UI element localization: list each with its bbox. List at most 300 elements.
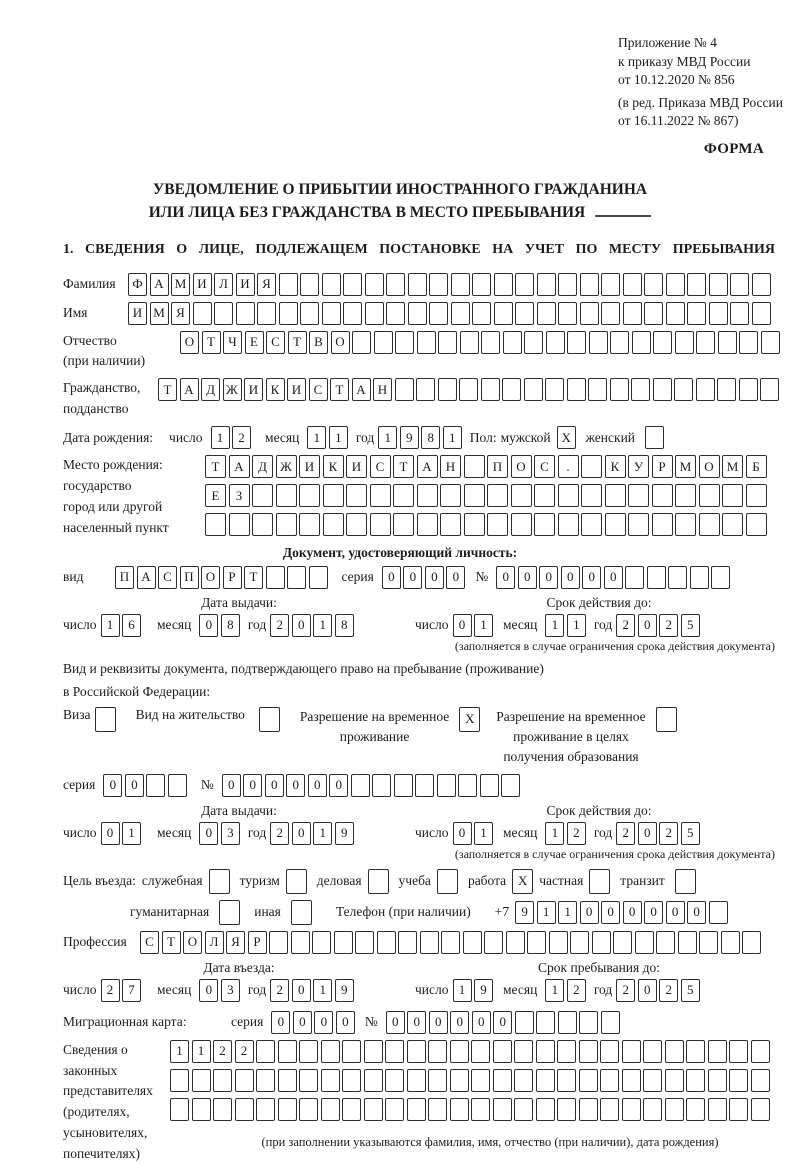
char-cell[interactable]: 2 xyxy=(232,426,251,449)
char-cell[interactable] xyxy=(746,484,767,507)
char-cell[interactable] xyxy=(708,1069,727,1092)
char-cell[interactable] xyxy=(415,774,434,797)
char-cell[interactable] xyxy=(487,513,508,536)
char-cell[interactable]: 0 xyxy=(518,566,537,589)
char-cell[interactable]: К xyxy=(323,455,344,478)
char-cell[interactable]: П xyxy=(180,566,199,589)
char-cell[interactable] xyxy=(708,1040,727,1063)
char-cell[interactable] xyxy=(514,1098,533,1121)
char-cell[interactable] xyxy=(398,931,417,954)
char-cell[interactable]: 0 xyxy=(243,774,262,797)
char-cell[interactable] xyxy=(567,331,586,354)
char-cell[interactable]: А xyxy=(352,378,371,401)
char-cell[interactable] xyxy=(709,273,728,296)
char-cell[interactable]: С xyxy=(158,566,177,589)
char-cell[interactable]: М xyxy=(675,455,696,478)
char-cell[interactable] xyxy=(299,1069,318,1092)
char-cell[interactable]: Ф xyxy=(128,273,147,296)
char-cell[interactable]: 2 xyxy=(659,979,678,1002)
char-cell[interactable]: 2 xyxy=(213,1040,232,1063)
char-cell[interactable] xyxy=(472,302,491,325)
char-cell[interactable] xyxy=(481,378,500,401)
char-cell[interactable] xyxy=(417,331,436,354)
char-cell[interactable] xyxy=(579,1069,598,1092)
char-cell[interactable] xyxy=(622,1040,641,1063)
char-cell[interactable] xyxy=(279,273,298,296)
char-cell[interactable] xyxy=(377,931,396,954)
char-cell[interactable] xyxy=(471,1069,490,1092)
char-cell[interactable]: Ж xyxy=(276,455,297,478)
char-cell[interactable] xyxy=(393,484,414,507)
char-cell[interactable] xyxy=(514,1069,533,1092)
char-cell[interactable]: 6 xyxy=(122,614,141,637)
char-cell[interactable] xyxy=(537,302,556,325)
char-cell[interactable]: 3 xyxy=(221,822,240,845)
char-cell[interactable]: З xyxy=(229,484,250,507)
char-cell[interactable] xyxy=(668,566,687,589)
char-cell[interactable] xyxy=(600,1069,619,1092)
char-cell[interactable] xyxy=(214,302,233,325)
char-cell[interactable]: И xyxy=(193,273,212,296)
char-cell[interactable]: 0 xyxy=(271,1011,290,1034)
char-cell[interactable]: 0 xyxy=(386,1011,405,1034)
char-cell[interactable]: 0 xyxy=(450,1011,469,1034)
char-cell[interactable] xyxy=(259,707,280,732)
char-cell[interactable] xyxy=(494,302,513,325)
char-cell[interactable]: 5 xyxy=(681,614,700,637)
char-cell[interactable]: 0 xyxy=(314,1011,333,1034)
char-cell[interactable]: Л xyxy=(214,273,233,296)
char-cell[interactable]: Т xyxy=(205,455,226,478)
char-cell[interactable] xyxy=(170,1069,189,1092)
char-cell[interactable] xyxy=(299,1098,318,1121)
char-cell[interactable] xyxy=(213,1069,232,1092)
char-cell[interactable]: 0 xyxy=(493,1011,512,1034)
char-cell[interactable]: П xyxy=(487,455,508,478)
char-cell[interactable]: 2 xyxy=(270,822,289,845)
char-cell[interactable] xyxy=(581,455,602,478)
char-cell[interactable]: Р xyxy=(248,931,267,954)
char-cell[interactable]: 1 xyxy=(567,614,586,637)
char-cell[interactable] xyxy=(312,931,331,954)
char-cell[interactable]: 2 xyxy=(616,979,635,1002)
char-cell[interactable]: 0 xyxy=(453,822,472,845)
char-cell[interactable]: 2 xyxy=(616,614,635,637)
char-cell[interactable] xyxy=(408,273,427,296)
char-cell[interactable] xyxy=(570,931,589,954)
char-cell[interactable] xyxy=(536,1098,555,1121)
char-cell[interactable] xyxy=(386,302,405,325)
char-cell[interactable]: 0 xyxy=(638,614,657,637)
char-cell[interactable] xyxy=(286,869,307,894)
char-cell[interactable]: 0 xyxy=(336,1011,355,1034)
char-cell[interactable] xyxy=(722,513,743,536)
char-cell[interactable] xyxy=(656,707,677,732)
char-cell[interactable] xyxy=(502,378,521,401)
char-cell[interactable] xyxy=(690,566,709,589)
char-cell[interactable] xyxy=(279,302,298,325)
char-cell[interactable] xyxy=(536,1040,555,1063)
char-cell[interactable]: 0 xyxy=(329,774,348,797)
char-cell[interactable] xyxy=(428,1069,447,1092)
char-cell[interactable] xyxy=(321,1069,340,1092)
char-cell[interactable] xyxy=(385,1098,404,1121)
char-cell[interactable] xyxy=(605,513,626,536)
char-cell[interactable] xyxy=(370,484,391,507)
char-cell[interactable]: С xyxy=(370,455,391,478)
char-cell[interactable]: 0 xyxy=(265,774,284,797)
char-cell[interactable] xyxy=(643,1040,662,1063)
char-cell[interactable] xyxy=(236,302,255,325)
char-cell[interactable] xyxy=(536,1069,555,1092)
char-cell[interactable] xyxy=(256,1040,275,1063)
char-cell[interactable]: 0 xyxy=(292,822,311,845)
char-cell[interactable] xyxy=(146,774,165,797)
char-cell[interactable] xyxy=(417,484,438,507)
char-cell[interactable]: 0 xyxy=(604,566,623,589)
char-cell[interactable] xyxy=(674,378,693,401)
char-cell[interactable]: 0 xyxy=(403,566,422,589)
char-cell[interactable] xyxy=(581,484,602,507)
char-cell[interactable] xyxy=(428,1098,447,1121)
char-cell[interactable] xyxy=(686,1040,705,1063)
char-cell[interactable]: 0 xyxy=(561,566,580,589)
char-cell[interactable] xyxy=(652,513,673,536)
char-cell[interactable] xyxy=(481,331,500,354)
char-cell[interactable] xyxy=(730,302,749,325)
char-cell[interactable] xyxy=(471,1040,490,1063)
char-cell[interactable]: 8 xyxy=(335,614,354,637)
char-cell[interactable]: Д xyxy=(201,378,220,401)
char-cell[interactable] xyxy=(592,931,611,954)
char-cell[interactable] xyxy=(300,302,319,325)
char-cell[interactable]: А xyxy=(150,273,169,296)
char-cell[interactable] xyxy=(450,1069,469,1092)
char-cell[interactable] xyxy=(579,1098,598,1121)
char-cell[interactable] xyxy=(322,302,341,325)
char-cell[interactable] xyxy=(751,1040,770,1063)
char-cell[interactable]: 0 xyxy=(539,566,558,589)
char-cell[interactable] xyxy=(600,1098,619,1121)
char-cell[interactable] xyxy=(645,426,664,449)
char-cell[interactable]: Е xyxy=(205,484,226,507)
char-cell[interactable]: М xyxy=(171,273,190,296)
char-cell[interactable] xyxy=(395,378,414,401)
char-cell[interactable] xyxy=(321,1040,340,1063)
char-cell[interactable]: X xyxy=(459,707,480,732)
char-cell[interactable]: О xyxy=(511,455,532,478)
char-cell[interactable] xyxy=(709,302,728,325)
char-cell[interactable] xyxy=(678,931,697,954)
char-cell[interactable] xyxy=(534,484,555,507)
char-cell[interactable]: 0 xyxy=(286,774,305,797)
char-cell[interactable] xyxy=(558,513,579,536)
char-cell[interactable] xyxy=(610,331,629,354)
char-cell[interactable]: 5 xyxy=(681,979,700,1002)
char-cell[interactable] xyxy=(342,1069,361,1092)
char-cell[interactable] xyxy=(438,378,457,401)
char-cell[interactable] xyxy=(494,273,513,296)
char-cell[interactable] xyxy=(652,484,673,507)
char-cell[interactable]: 0 xyxy=(125,774,144,797)
char-cell[interactable] xyxy=(605,484,626,507)
char-cell[interactable] xyxy=(235,1098,254,1121)
char-cell[interactable] xyxy=(471,1098,490,1121)
char-cell[interactable]: Я xyxy=(257,273,276,296)
char-cell[interactable]: 0 xyxy=(666,901,685,924)
char-cell[interactable] xyxy=(656,931,675,954)
char-cell[interactable] xyxy=(450,1040,469,1063)
char-cell[interactable] xyxy=(394,774,413,797)
char-cell[interactable] xyxy=(346,484,367,507)
char-cell[interactable] xyxy=(524,378,543,401)
char-cell[interactable] xyxy=(441,931,460,954)
char-cell[interactable] xyxy=(686,1098,705,1121)
char-cell[interactable] xyxy=(600,1040,619,1063)
char-cell[interactable] xyxy=(643,1098,662,1121)
char-cell[interactable] xyxy=(438,331,457,354)
char-cell[interactable] xyxy=(567,378,586,401)
char-cell[interactable] xyxy=(395,331,414,354)
char-cell[interactable]: 0 xyxy=(308,774,327,797)
char-cell[interactable] xyxy=(364,1069,383,1092)
char-cell[interactable] xyxy=(464,513,485,536)
char-cell[interactable] xyxy=(170,1098,189,1121)
char-cell[interactable]: 0 xyxy=(446,566,465,589)
char-cell[interactable] xyxy=(503,331,522,354)
char-cell[interactable] xyxy=(511,513,532,536)
char-cell[interactable] xyxy=(407,1098,426,1121)
char-cell[interactable] xyxy=(192,1098,211,1121)
char-cell[interactable]: 2 xyxy=(616,822,635,845)
char-cell[interactable]: Л xyxy=(205,931,224,954)
char-cell[interactable] xyxy=(487,484,508,507)
char-cell[interactable]: 1 xyxy=(474,614,493,637)
char-cell[interactable]: 0 xyxy=(638,822,657,845)
char-cell[interactable]: А xyxy=(229,455,250,478)
char-cell[interactable] xyxy=(370,513,391,536)
char-cell[interactable]: Т xyxy=(288,331,307,354)
char-cell[interactable]: 1 xyxy=(101,614,120,637)
char-cell[interactable]: 2 xyxy=(270,614,289,637)
char-cell[interactable] xyxy=(644,273,663,296)
char-cell[interactable] xyxy=(385,1040,404,1063)
char-cell[interactable] xyxy=(213,1098,232,1121)
char-cell[interactable]: 2 xyxy=(270,979,289,1002)
char-cell[interactable]: В xyxy=(309,331,328,354)
char-cell[interactable] xyxy=(256,1098,275,1121)
char-cell[interactable]: 9 xyxy=(474,979,493,1002)
char-cell[interactable] xyxy=(632,331,651,354)
char-cell[interactable]: Н xyxy=(440,455,461,478)
char-cell[interactable] xyxy=(579,1040,598,1063)
char-cell[interactable]: Р xyxy=(223,566,242,589)
char-cell[interactable]: Я xyxy=(171,302,190,325)
char-cell[interactable]: А xyxy=(180,378,199,401)
char-cell[interactable] xyxy=(635,931,654,954)
char-cell[interactable]: 0 xyxy=(293,1011,312,1034)
char-cell[interactable]: 0 xyxy=(292,979,311,1002)
char-cell[interactable] xyxy=(665,1098,684,1121)
char-cell[interactable] xyxy=(343,273,362,296)
char-cell[interactable] xyxy=(472,273,491,296)
char-cell[interactable] xyxy=(665,1069,684,1092)
char-cell[interactable]: . xyxy=(558,455,579,478)
char-cell[interactable] xyxy=(229,513,250,536)
char-cell[interactable] xyxy=(501,774,520,797)
char-cell[interactable] xyxy=(334,931,353,954)
char-cell[interactable] xyxy=(276,513,297,536)
char-cell[interactable] xyxy=(729,1098,748,1121)
char-cell[interactable]: С xyxy=(534,455,555,478)
char-cell[interactable] xyxy=(610,378,629,401)
char-cell[interactable] xyxy=(653,378,672,401)
char-cell[interactable] xyxy=(580,302,599,325)
char-cell[interactable]: 2 xyxy=(235,1040,254,1063)
char-cell[interactable]: О xyxy=(183,931,202,954)
char-cell[interactable] xyxy=(739,378,758,401)
char-cell[interactable] xyxy=(729,1069,748,1092)
char-cell[interactable] xyxy=(309,566,328,589)
char-cell[interactable]: 0 xyxy=(199,822,218,845)
char-cell[interactable]: П xyxy=(115,566,134,589)
char-cell[interactable] xyxy=(420,931,439,954)
char-cell[interactable]: 9 xyxy=(400,426,419,449)
char-cell[interactable] xyxy=(365,302,384,325)
char-cell[interactable] xyxy=(291,931,310,954)
char-cell[interactable]: М xyxy=(722,455,743,478)
char-cell[interactable]: И xyxy=(244,378,263,401)
char-cell[interactable] xyxy=(252,513,273,536)
char-cell[interactable]: 0 xyxy=(687,901,706,924)
char-cell[interactable] xyxy=(557,1069,576,1092)
char-cell[interactable] xyxy=(464,455,485,478)
char-cell[interactable] xyxy=(601,1011,620,1034)
char-cell[interactable] xyxy=(686,1069,705,1092)
char-cell[interactable]: 7 xyxy=(122,979,141,1002)
char-cell[interactable]: И xyxy=(128,302,147,325)
char-cell[interactable] xyxy=(558,1011,577,1034)
char-cell[interactable] xyxy=(536,1011,555,1034)
char-cell[interactable] xyxy=(717,378,736,401)
char-cell[interactable] xyxy=(631,378,650,401)
char-cell[interactable]: 1 xyxy=(537,901,556,924)
char-cell[interactable] xyxy=(429,302,448,325)
char-cell[interactable]: 1 xyxy=(545,614,564,637)
char-cell[interactable]: Ж xyxy=(223,378,242,401)
char-cell[interactable]: 1 xyxy=(170,1040,189,1063)
char-cell[interactable] xyxy=(342,1040,361,1063)
char-cell[interactable] xyxy=(437,869,458,894)
char-cell[interactable]: С xyxy=(140,931,159,954)
char-cell[interactable] xyxy=(464,484,485,507)
char-cell[interactable] xyxy=(589,869,610,894)
char-cell[interactable] xyxy=(665,1040,684,1063)
char-cell[interactable] xyxy=(209,869,230,894)
char-cell[interactable] xyxy=(408,302,427,325)
char-cell[interactable]: Ч xyxy=(223,331,242,354)
char-cell[interactable]: 0 xyxy=(101,822,120,845)
char-cell[interactable] xyxy=(580,273,599,296)
char-cell[interactable]: Т xyxy=(393,455,414,478)
char-cell[interactable] xyxy=(252,484,273,507)
char-cell[interactable] xyxy=(440,484,461,507)
char-cell[interactable] xyxy=(647,566,666,589)
char-cell[interactable]: 1 xyxy=(313,614,332,637)
char-cell[interactable] xyxy=(675,513,696,536)
char-cell[interactable] xyxy=(549,931,568,954)
char-cell[interactable] xyxy=(393,513,414,536)
char-cell[interactable] xyxy=(545,378,564,401)
char-cell[interactable]: 1 xyxy=(443,426,462,449)
char-cell[interactable]: 8 xyxy=(421,426,440,449)
char-cell[interactable]: 0 xyxy=(222,774,241,797)
char-cell[interactable]: 0 xyxy=(644,901,663,924)
char-cell[interactable] xyxy=(613,931,632,954)
char-cell[interactable]: 0 xyxy=(580,901,599,924)
char-cell[interactable]: 8 xyxy=(221,614,240,637)
char-cell[interactable] xyxy=(484,931,503,954)
char-cell[interactable]: 3 xyxy=(221,979,240,1002)
char-cell[interactable] xyxy=(450,1098,469,1121)
char-cell[interactable]: 9 xyxy=(515,901,534,924)
char-cell[interactable] xyxy=(581,513,602,536)
char-cell[interactable]: 0 xyxy=(425,566,444,589)
char-cell[interactable]: 1 xyxy=(122,822,141,845)
char-cell[interactable] xyxy=(739,331,758,354)
char-cell[interactable]: 0 xyxy=(453,614,472,637)
char-cell[interactable] xyxy=(364,1040,383,1063)
char-cell[interactable]: 1 xyxy=(558,901,577,924)
char-cell[interactable] xyxy=(168,774,187,797)
char-cell[interactable] xyxy=(718,331,737,354)
char-cell[interactable] xyxy=(299,1040,318,1063)
char-cell[interactable] xyxy=(601,302,620,325)
char-cell[interactable]: 0 xyxy=(103,774,122,797)
char-cell[interactable]: 1 xyxy=(192,1040,211,1063)
char-cell[interactable]: 1 xyxy=(313,979,332,1002)
char-cell[interactable] xyxy=(515,302,534,325)
char-cell[interactable]: 0 xyxy=(429,1011,448,1034)
char-cell[interactable]: Т xyxy=(162,931,181,954)
char-cell[interactable] xyxy=(546,331,565,354)
char-cell[interactable]: С xyxy=(309,378,328,401)
char-cell[interactable] xyxy=(266,566,285,589)
char-cell[interactable] xyxy=(276,484,297,507)
char-cell[interactable]: 0 xyxy=(582,566,601,589)
char-cell[interactable]: С xyxy=(266,331,285,354)
char-cell[interactable]: И xyxy=(346,455,367,478)
char-cell[interactable]: 5 xyxy=(681,822,700,845)
char-cell[interactable]: 0 xyxy=(199,614,218,637)
char-cell[interactable]: Я xyxy=(226,931,245,954)
char-cell[interactable] xyxy=(625,566,644,589)
char-cell[interactable] xyxy=(675,869,696,894)
char-cell[interactable] xyxy=(323,513,344,536)
char-cell[interactable] xyxy=(351,774,370,797)
char-cell[interactable] xyxy=(751,1069,770,1092)
char-cell[interactable]: 1 xyxy=(307,426,326,449)
char-cell[interactable] xyxy=(437,774,456,797)
char-cell[interactable] xyxy=(558,302,577,325)
char-cell[interactable] xyxy=(480,774,499,797)
char-cell[interactable] xyxy=(524,331,543,354)
char-cell[interactable] xyxy=(746,513,767,536)
char-cell[interactable] xyxy=(278,1040,297,1063)
char-cell[interactable] xyxy=(322,273,341,296)
char-cell[interactable] xyxy=(761,331,780,354)
char-cell[interactable] xyxy=(722,484,743,507)
